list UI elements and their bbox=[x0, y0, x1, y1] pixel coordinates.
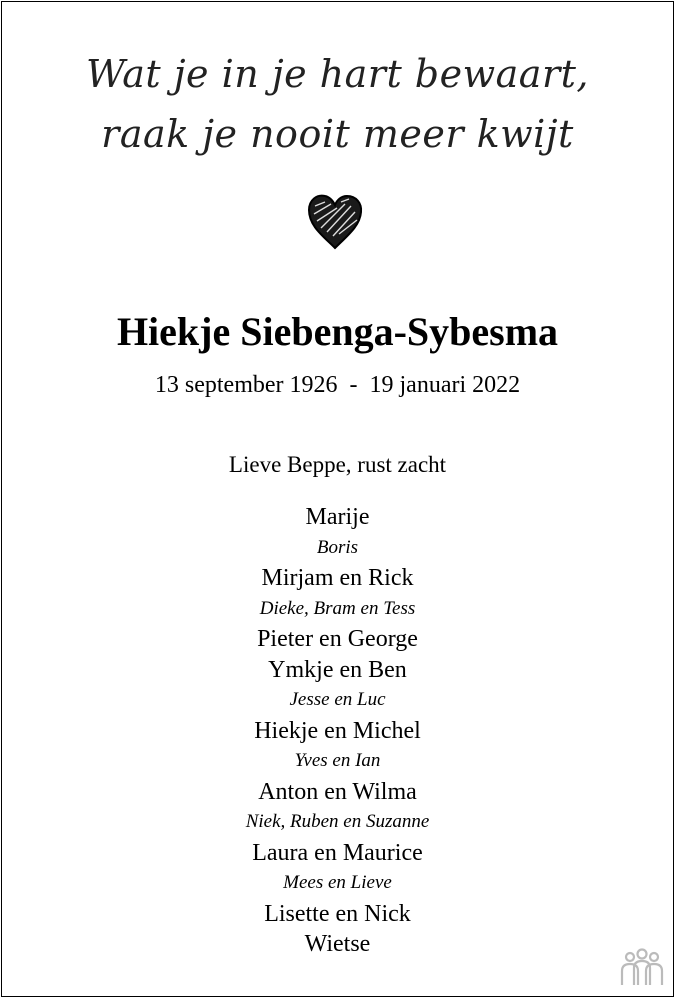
family-member-names: Laura en Maurice bbox=[252, 839, 423, 866]
family-member-names: Marije bbox=[305, 504, 370, 530]
family-member-names: Ymkje en Ben bbox=[268, 656, 407, 683]
grandchildren-names: Jesse en Luc bbox=[289, 689, 386, 710]
family-member-names: Pieter en George bbox=[257, 626, 418, 652]
obituary-card bbox=[1, 1, 674, 997]
heart-icon bbox=[305, 190, 365, 252]
grandchildren-names: Mees en Lieve bbox=[283, 872, 392, 893]
grandchildren-names: Boris bbox=[316, 536, 359, 558]
grandchildren-names: Niek, Ruben en Suzanne bbox=[245, 811, 430, 832]
deceased-name: Hiekje Siebenga-Sybesma bbox=[116, 309, 559, 354]
farewell-text: Lieve Beppe, rust zacht bbox=[228, 452, 447, 477]
quote-line-2: raak je nooit meer kwijt bbox=[101, 112, 574, 156]
family-member-names: Mirjam en Rick bbox=[261, 565, 414, 591]
family-member-names: Hiekje en Michel bbox=[254, 717, 421, 744]
people-logo-icon bbox=[617, 947, 667, 987]
family-member-names: Wietse bbox=[304, 931, 371, 957]
grandchildren-names: Yves en Ian bbox=[294, 750, 381, 771]
family-member-names: Anton en Wilma bbox=[258, 778, 417, 805]
grandchildren-names: Dieke, Bram en Tess bbox=[259, 597, 416, 619]
family-list bbox=[2, 502, 673, 960]
quote-line-1: Wat je in je hart bewaart, bbox=[86, 52, 589, 96]
life-dates: 13 september 1926 - 19 januari 2022 bbox=[154, 372, 521, 398]
family-member-names: Lisette en Nick bbox=[264, 900, 411, 927]
